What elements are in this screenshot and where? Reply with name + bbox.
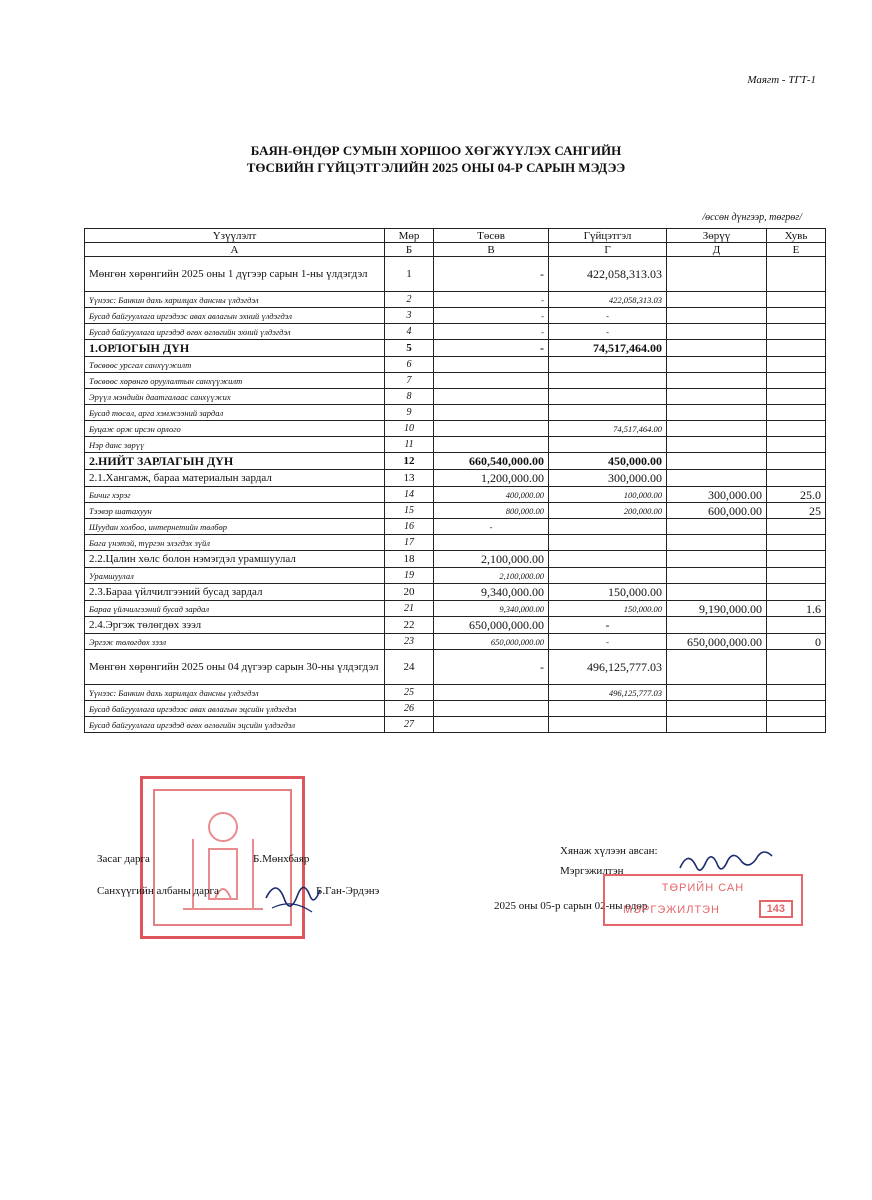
header-letter: А: [85, 243, 385, 257]
row-label: Эргэж төлөгдөх зээл: [85, 634, 385, 650]
title-line-2: ТӨСВИЙН ГҮЙЦЭТГЭЛИЙН 2025 ОНЫ 04-Р САРЫН МЭДЭЭ: [246, 160, 626, 175]
table-row: [85, 389, 826, 405]
difference-value: 650,000,000.00: [667, 634, 767, 650]
table-row: [85, 584, 826, 601]
difference-value: [667, 292, 767, 308]
row-number: 23: [385, 634, 434, 650]
row-number: 13: [385, 470, 434, 487]
row-number: 8: [385, 389, 434, 405]
difference-value: [667, 551, 767, 568]
percent-value: [767, 308, 826, 324]
row-number: 24: [385, 650, 434, 685]
budget-value: [434, 421, 549, 437]
row-number: 26: [385, 701, 434, 717]
header-cell: Гүйцэтгэл: [549, 229, 667, 243]
budget-value: [434, 357, 549, 373]
percent-value: [767, 551, 826, 568]
row-number: 10: [385, 421, 434, 437]
treasury-stamp: [603, 874, 803, 926]
row-label: Бусад байгууллага иргэдэд өгөх өглөгийн эхний үлдэгдэл: [85, 324, 385, 340]
difference-value: [667, 340, 767, 357]
table-row: [85, 373, 826, 389]
table-row: [85, 519, 826, 535]
actual-value: [549, 389, 667, 405]
actual-value: [549, 535, 667, 551]
header-cell: Мөр: [385, 229, 434, 243]
table-row: [85, 292, 826, 308]
actual-value: 74,517,464.00: [549, 421, 667, 437]
row-label: Үүнээс: Банкин дахь харилцах дансны үлдэгдэл: [85, 292, 385, 308]
budget-value: 9,340,000.00: [434, 584, 549, 601]
percent-value: [767, 584, 826, 601]
received-title: Хянаж хүлээн авсан:: [560, 845, 658, 857]
difference-value: [667, 421, 767, 437]
budget-value: [434, 701, 549, 717]
actual-value: [549, 717, 667, 733]
percent-value: [767, 617, 826, 634]
percent-value: [767, 717, 826, 733]
stamp-number: 143: [759, 900, 793, 918]
row-label: Мөнгөн хөрөнгийн 2025 оны 04 дүгээр сарын 30-ны үлдэгдэл: [85, 650, 385, 685]
table-row: [85, 551, 826, 568]
row-number: 12: [385, 453, 434, 470]
header-cell: Зөрүү: [667, 229, 767, 243]
budget-value: 9,340,000.00: [434, 601, 549, 617]
report-title: [0, 142, 872, 176]
budget-value: [434, 373, 549, 389]
percent-value: [767, 701, 826, 717]
finance-name: Б.Ган-Эрдэнэ: [316, 885, 380, 897]
difference-value: [667, 357, 767, 373]
budget-value: 2,100,000.00: [434, 568, 549, 584]
difference-value: [667, 324, 767, 340]
budget-value: [434, 437, 549, 453]
actual-value: -: [549, 324, 667, 340]
percent-value: [767, 685, 826, 701]
actual-value: 74,517,464.00: [549, 340, 667, 357]
header-cell: Төсөв: [434, 229, 549, 243]
percent-value: [767, 650, 826, 685]
row-number: 3: [385, 308, 434, 324]
row-number: 4: [385, 324, 434, 340]
actual-value: 422,058,313.03: [549, 257, 667, 292]
budget-value: [434, 535, 549, 551]
difference-value: [667, 650, 767, 685]
budget-value: [434, 685, 549, 701]
table-row: [85, 308, 826, 324]
actual-value: 450,000.00: [549, 453, 667, 470]
form-code: Маягт - ТГТ-1: [747, 74, 816, 86]
actual-value: 300,000.00: [549, 470, 667, 487]
row-number: 7: [385, 373, 434, 389]
budget-value: -: [434, 308, 549, 324]
actual-value: 422,058,313.03: [549, 292, 667, 308]
percent-value: 25.0: [767, 487, 826, 503]
row-number: 22: [385, 617, 434, 634]
difference-value: [667, 405, 767, 421]
percent-value: [767, 324, 826, 340]
difference-value: [667, 389, 767, 405]
percent-value: 0: [767, 634, 826, 650]
difference-value: [667, 308, 767, 324]
row-number: 19: [385, 568, 434, 584]
actual-value: -: [549, 617, 667, 634]
row-number: 17: [385, 535, 434, 551]
table-row: [85, 453, 826, 470]
row-label: Шуудан холбоо, интернетийн төлбөр: [85, 519, 385, 535]
header-letter: Е: [767, 243, 826, 257]
budget-value: -: [434, 340, 549, 357]
row-number: 11: [385, 437, 434, 453]
actual-value: -: [549, 308, 667, 324]
actual-value: [549, 405, 667, 421]
budget-value: -: [434, 650, 549, 685]
percent-value: [767, 437, 826, 453]
table-row: [85, 701, 826, 717]
row-label: Төсвөөс урсгал санхүүжилт: [85, 357, 385, 373]
percent-value: [767, 421, 826, 437]
percent-value: 25: [767, 503, 826, 519]
row-label: Урамшуулал: [85, 568, 385, 584]
row-number: 21: [385, 601, 434, 617]
percent-value: 1.6: [767, 601, 826, 617]
percent-value: [767, 568, 826, 584]
table-row: [85, 340, 826, 357]
difference-value: [667, 257, 767, 292]
difference-value: 9,190,000.00: [667, 601, 767, 617]
difference-value: [667, 470, 767, 487]
row-label: Бусад байгууллага иргэдэд өгөх өглөгийн эцсийн үлдэгдэл: [85, 717, 385, 733]
table-row: [85, 650, 826, 685]
budget-value: -: [434, 324, 549, 340]
row-number: 5: [385, 340, 434, 357]
row-label: 1.ОРЛОГЫН ДҮН: [85, 340, 385, 357]
row-label: Бусад төсөл, арга хэмжээний зардал: [85, 405, 385, 421]
table-row: [85, 601, 826, 617]
table-row: [85, 617, 826, 634]
table-row: [85, 503, 826, 519]
percent-value: [767, 470, 826, 487]
budget-value: -: [434, 292, 549, 308]
row-number: 25: [385, 685, 434, 701]
difference-value: [667, 717, 767, 733]
row-label: Мөнгөн хөрөнгийн 2025 оны 1 дүгээр сарын 1-ны үлдэгдэл: [85, 257, 385, 292]
difference-value: 600,000.00: [667, 503, 767, 519]
row-label: Төсвөөс хөрөнгө оруулалтын санхүүжилт: [85, 373, 385, 389]
governor-name: Б.Мөнхбаяр: [253, 853, 310, 865]
handwritten-signature: [258, 868, 328, 928]
report-date: 2025 оны 05-р сарын 02-ны өдөр: [494, 900, 648, 912]
difference-value: [667, 584, 767, 601]
row-number: 27: [385, 717, 434, 733]
budget-value: [434, 389, 549, 405]
difference-value: [667, 535, 767, 551]
stamp-line-1: ТӨРИЙН САН: [661, 882, 745, 894]
actual-value: [549, 568, 667, 584]
difference-value: [667, 617, 767, 634]
table-row: [85, 568, 826, 584]
row-label: Тээвэр шатахуун: [85, 503, 385, 519]
difference-value: [667, 701, 767, 717]
actual-value: -: [549, 634, 667, 650]
row-number: 2: [385, 292, 434, 308]
difference-value: [667, 685, 767, 701]
budget-value: -: [434, 519, 549, 535]
unit-note: /өссөн дүнгээр, төгрөг/: [702, 212, 802, 223]
row-label: Бусад байгууллага иргэдээс авах авлагын эхний үлдэгдэл: [85, 308, 385, 324]
budget-value: 1,200,000.00: [434, 470, 549, 487]
header-row: [85, 229, 826, 243]
table-row: [85, 357, 826, 373]
difference-value: [667, 453, 767, 470]
table-row: [85, 421, 826, 437]
actual-value: 100,000.00: [549, 487, 667, 503]
row-label: 2.4.Эргэж төлөгдөх зээл: [85, 617, 385, 634]
budget-value: 800,000.00: [434, 503, 549, 519]
actual-value: [549, 519, 667, 535]
actual-value: [549, 551, 667, 568]
row-label: Үүнээс: Банкин дахь харилцах дансны үлдэгдэл: [85, 685, 385, 701]
percent-value: [767, 373, 826, 389]
actual-value: [549, 437, 667, 453]
row-number: 6: [385, 357, 434, 373]
percent-value: [767, 453, 826, 470]
header-cell: Хувь: [767, 229, 826, 243]
row-number: 15: [385, 503, 434, 519]
table-row: [85, 257, 826, 292]
row-number: 9: [385, 405, 434, 421]
row-label: 2.НИЙТ ЗАРЛАГЫН ДҮН: [85, 453, 385, 470]
budget-value: 650,000,000.00: [434, 617, 549, 634]
table-row: [85, 470, 826, 487]
row-label: Бага үнэтэй, түргэн элэгдэх зүйл: [85, 535, 385, 551]
row-label: Нэр данс зөрүү: [85, 437, 385, 453]
header-cell: Үзүүлэлт: [85, 229, 385, 243]
budget-value: 2,100,000.00: [434, 551, 549, 568]
difference-value: [667, 568, 767, 584]
percent-value: [767, 535, 826, 551]
governor-title: Засаг дарга: [97, 853, 150, 865]
percent-value: [767, 257, 826, 292]
header-letters-row: [85, 243, 826, 257]
header-letter: В: [434, 243, 549, 257]
budget-value: 650,000,000.00: [434, 634, 549, 650]
budget-value: -: [434, 257, 549, 292]
table-row: [85, 324, 826, 340]
budget-value: [434, 717, 549, 733]
row-number: 1: [385, 257, 434, 292]
row-label: Бусад байгууллага иргэдээс авах авлагын эцсийн үлдэгдэл: [85, 701, 385, 717]
row-label: Бичиг хэрэг: [85, 487, 385, 503]
row-number: 16: [385, 519, 434, 535]
actual-value: 150,000.00: [549, 584, 667, 601]
difference-value: [667, 373, 767, 389]
header-letter: Б: [385, 243, 434, 257]
percent-value: [767, 340, 826, 357]
actual-value: [549, 373, 667, 389]
row-label: 2.2.Цалин хөлс болон нэмэгдэл урамшуулал: [85, 551, 385, 568]
actual-value: [549, 701, 667, 717]
row-label: Эрүүл мэндийн даатгалаас санхүүжих: [85, 389, 385, 405]
table-row: [85, 717, 826, 733]
budget-table: [84, 228, 826, 733]
received-role: Мэргэжилтэн: [560, 865, 624, 877]
budget-value: [434, 405, 549, 421]
actual-value: 496,125,777.03: [549, 685, 667, 701]
actual-value: 496,125,777.03: [549, 650, 667, 685]
row-number: 14: [385, 487, 434, 503]
table-row: [85, 685, 826, 701]
header-letter: Г: [549, 243, 667, 257]
row-label: Буцаж орж ирсэн орлого: [85, 421, 385, 437]
percent-value: [767, 389, 826, 405]
budget-value: 400,000.00: [434, 487, 549, 503]
stamp-line-2: МЭРГЭЖИЛТЭН: [623, 904, 720, 916]
header-letter: Д: [667, 243, 767, 257]
row-number: 20: [385, 584, 434, 601]
row-number: 18: [385, 551, 434, 568]
percent-value: [767, 292, 826, 308]
table-row: [85, 634, 826, 650]
difference-value: [667, 437, 767, 453]
row-label: 2.3.Бараа үйлчилгээний бусад зардал: [85, 584, 385, 601]
percent-value: [767, 519, 826, 535]
difference-value: [667, 519, 767, 535]
actual-value: [549, 357, 667, 373]
row-label: 2.1.Хангамж, бараа материалын зардал: [85, 470, 385, 487]
row-label: Бараа үйлчилгээний бусад зардал: [85, 601, 385, 617]
budget-value: 660,540,000.00: [434, 453, 549, 470]
actual-value: 150,000.00: [549, 601, 667, 617]
percent-value: [767, 405, 826, 421]
actual-value: 200,000.00: [549, 503, 667, 519]
table-row: [85, 437, 826, 453]
finance-title: Санхүүгийн албаны дарга: [97, 885, 219, 897]
percent-value: [767, 357, 826, 373]
table-row: [85, 405, 826, 421]
title-line-1: БАЯН-ӨНДӨР СУМЫН ХОРШОО ХӨГЖҮҮЛЭХ САНГИЙН: [250, 143, 622, 158]
difference-value: 300,000.00: [667, 487, 767, 503]
table-row: [85, 535, 826, 551]
table-row: [85, 487, 826, 503]
